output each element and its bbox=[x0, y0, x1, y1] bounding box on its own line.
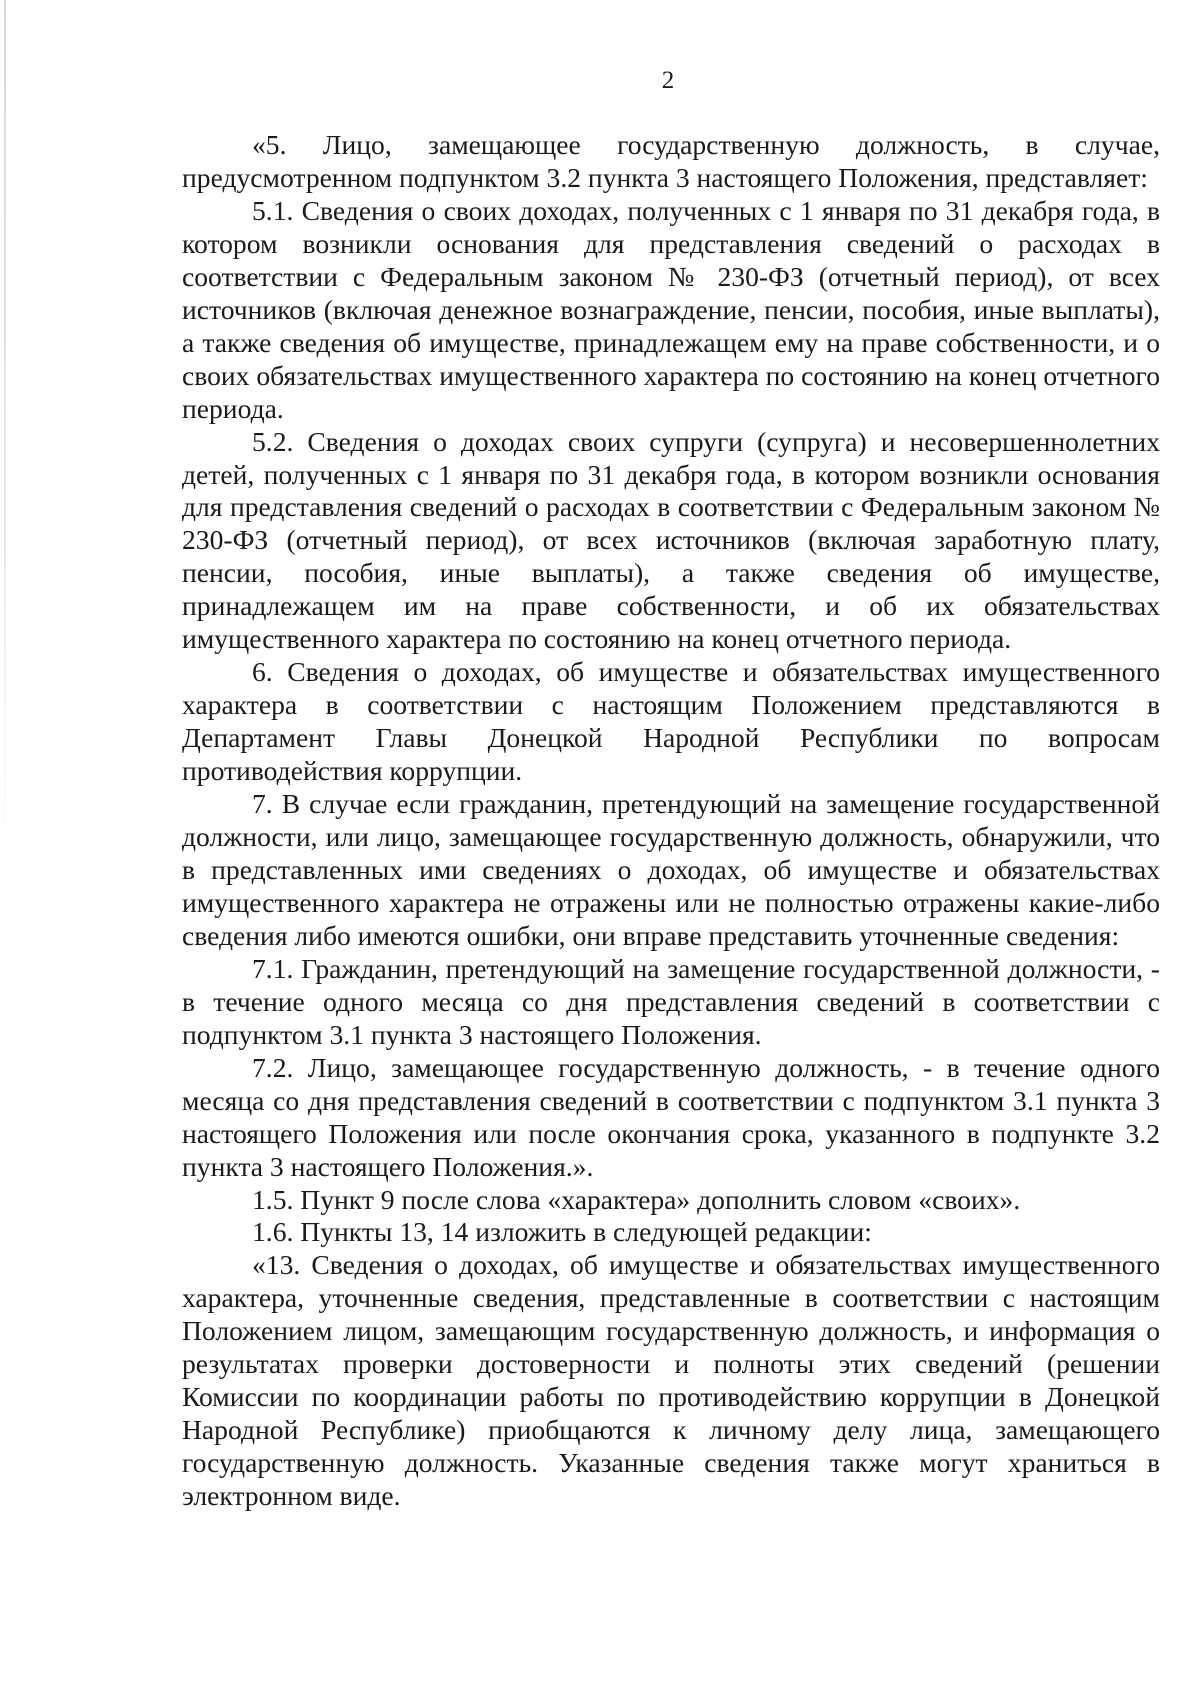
page-number: 2 bbox=[661, 67, 675, 94]
paragraph-item-13: «13. Сведения о доходах, об имуществе и обязательствах имущественного характера, уточненные сведения, представленные в соответствии с настоящим Положением лицом, замещающим государственную должность, и информация о результатах проверки достоверности и полноты этих сведений (решении Комиссии по координации работы по противодействию коррупции в Донецкой Народной Республике) приобщаются к личному делу лица, замещающего государственную должность. Указанные сведения также могут храниться в электронном виде. bbox=[182, 1249, 1160, 1512]
paragraph-item-5: «5. Лицо, замещающее государственную должность, в случае, предусмотренном подпунктом 3.2 пункта 3 настоящего Положения, представляет: bbox=[182, 129, 1160, 193]
paragraph-item-7-1: 7.1. Гражданин, претендующий на замещение государственной должности, - в течение одного месяца со дня представления сведений в соответствии с подпунктом 3.1 пункта 3 настоящего Положения. bbox=[182, 952, 1160, 1050]
document-body bbox=[182, 129, 1160, 1513]
paragraph-item-5-1: 5.1. Сведения о своих доходах, полученных с 1 января по 31 декабря года, в котором возникли основания для представления сведений о расходах в соответствии с Федеральным законом № 230-ФЗ (отчетный период), от всех источников (включая денежное вознаграждение, пенсии, пособия, иные выплаты), а также сведения об имуществе, принадлежащем ему на праве собственности, и о своих обязательствах имущественного характера по состоянию на конец отчетного периода. bbox=[182, 194, 1160, 424]
paragraph-item-5-2: 5.2. Сведения о доходах своих супруги (супруга) и несовершеннолетних детей, полученных с 1 января по 31 декабря года, в котором возникли основания для представления сведений о расходах в соответствии с Федеральным законом № 230-ФЗ (отчетный период), от всех источников (включая заработную плату, пенсии, пособия, иные выплаты), а также сведения об имуществе, принадлежащем им на праве собственности, и об их обязательствах имущественного характера по состоянию на конец отчетного периода. bbox=[182, 425, 1160, 655]
paragraph-item-6: 6. Сведения о доходах, об имуществе и обязательствах имущественного характера в соответствии с настоящим Положением представляются в Департамент Главы Донецкой Народной Республики по вопросам противодействия коррупции. bbox=[182, 656, 1160, 787]
paragraph-amendment-1-5: 1.5. Пункт 9 после слова «характера» дополнить словом «своих». bbox=[252, 1183, 1021, 1215]
paragraph-item-7-2: 7.2. Лицо, замещающее государственную должность, - в течение одного месяца со дня представления сведений в соответствии с подпунктом 3.1 пункта 3 настоящего Положения или после окончания срока, указанного в подпункте 3.2 пункта 3 настоящего Положения.». bbox=[182, 1051, 1160, 1182]
paragraph-amendment-1-6: 1.6. Пункты 13, 14 изложить в следующей редакции: bbox=[252, 1216, 872, 1248]
scan-edge-shadow bbox=[4, 0, 6, 860]
paragraph-item-7: 7. В случае если гражданин, претендующий на замещение государственной должности, или лицо, замещающее государственную должность, обнаружили, что в представленных ими сведениях о доходах, об имуществе и обязательствах имущественного характера не отражены или не полностью отражены какие-либо сведения либо имеются ошибки, они вправе представить уточненные сведения: bbox=[182, 788, 1160, 951]
